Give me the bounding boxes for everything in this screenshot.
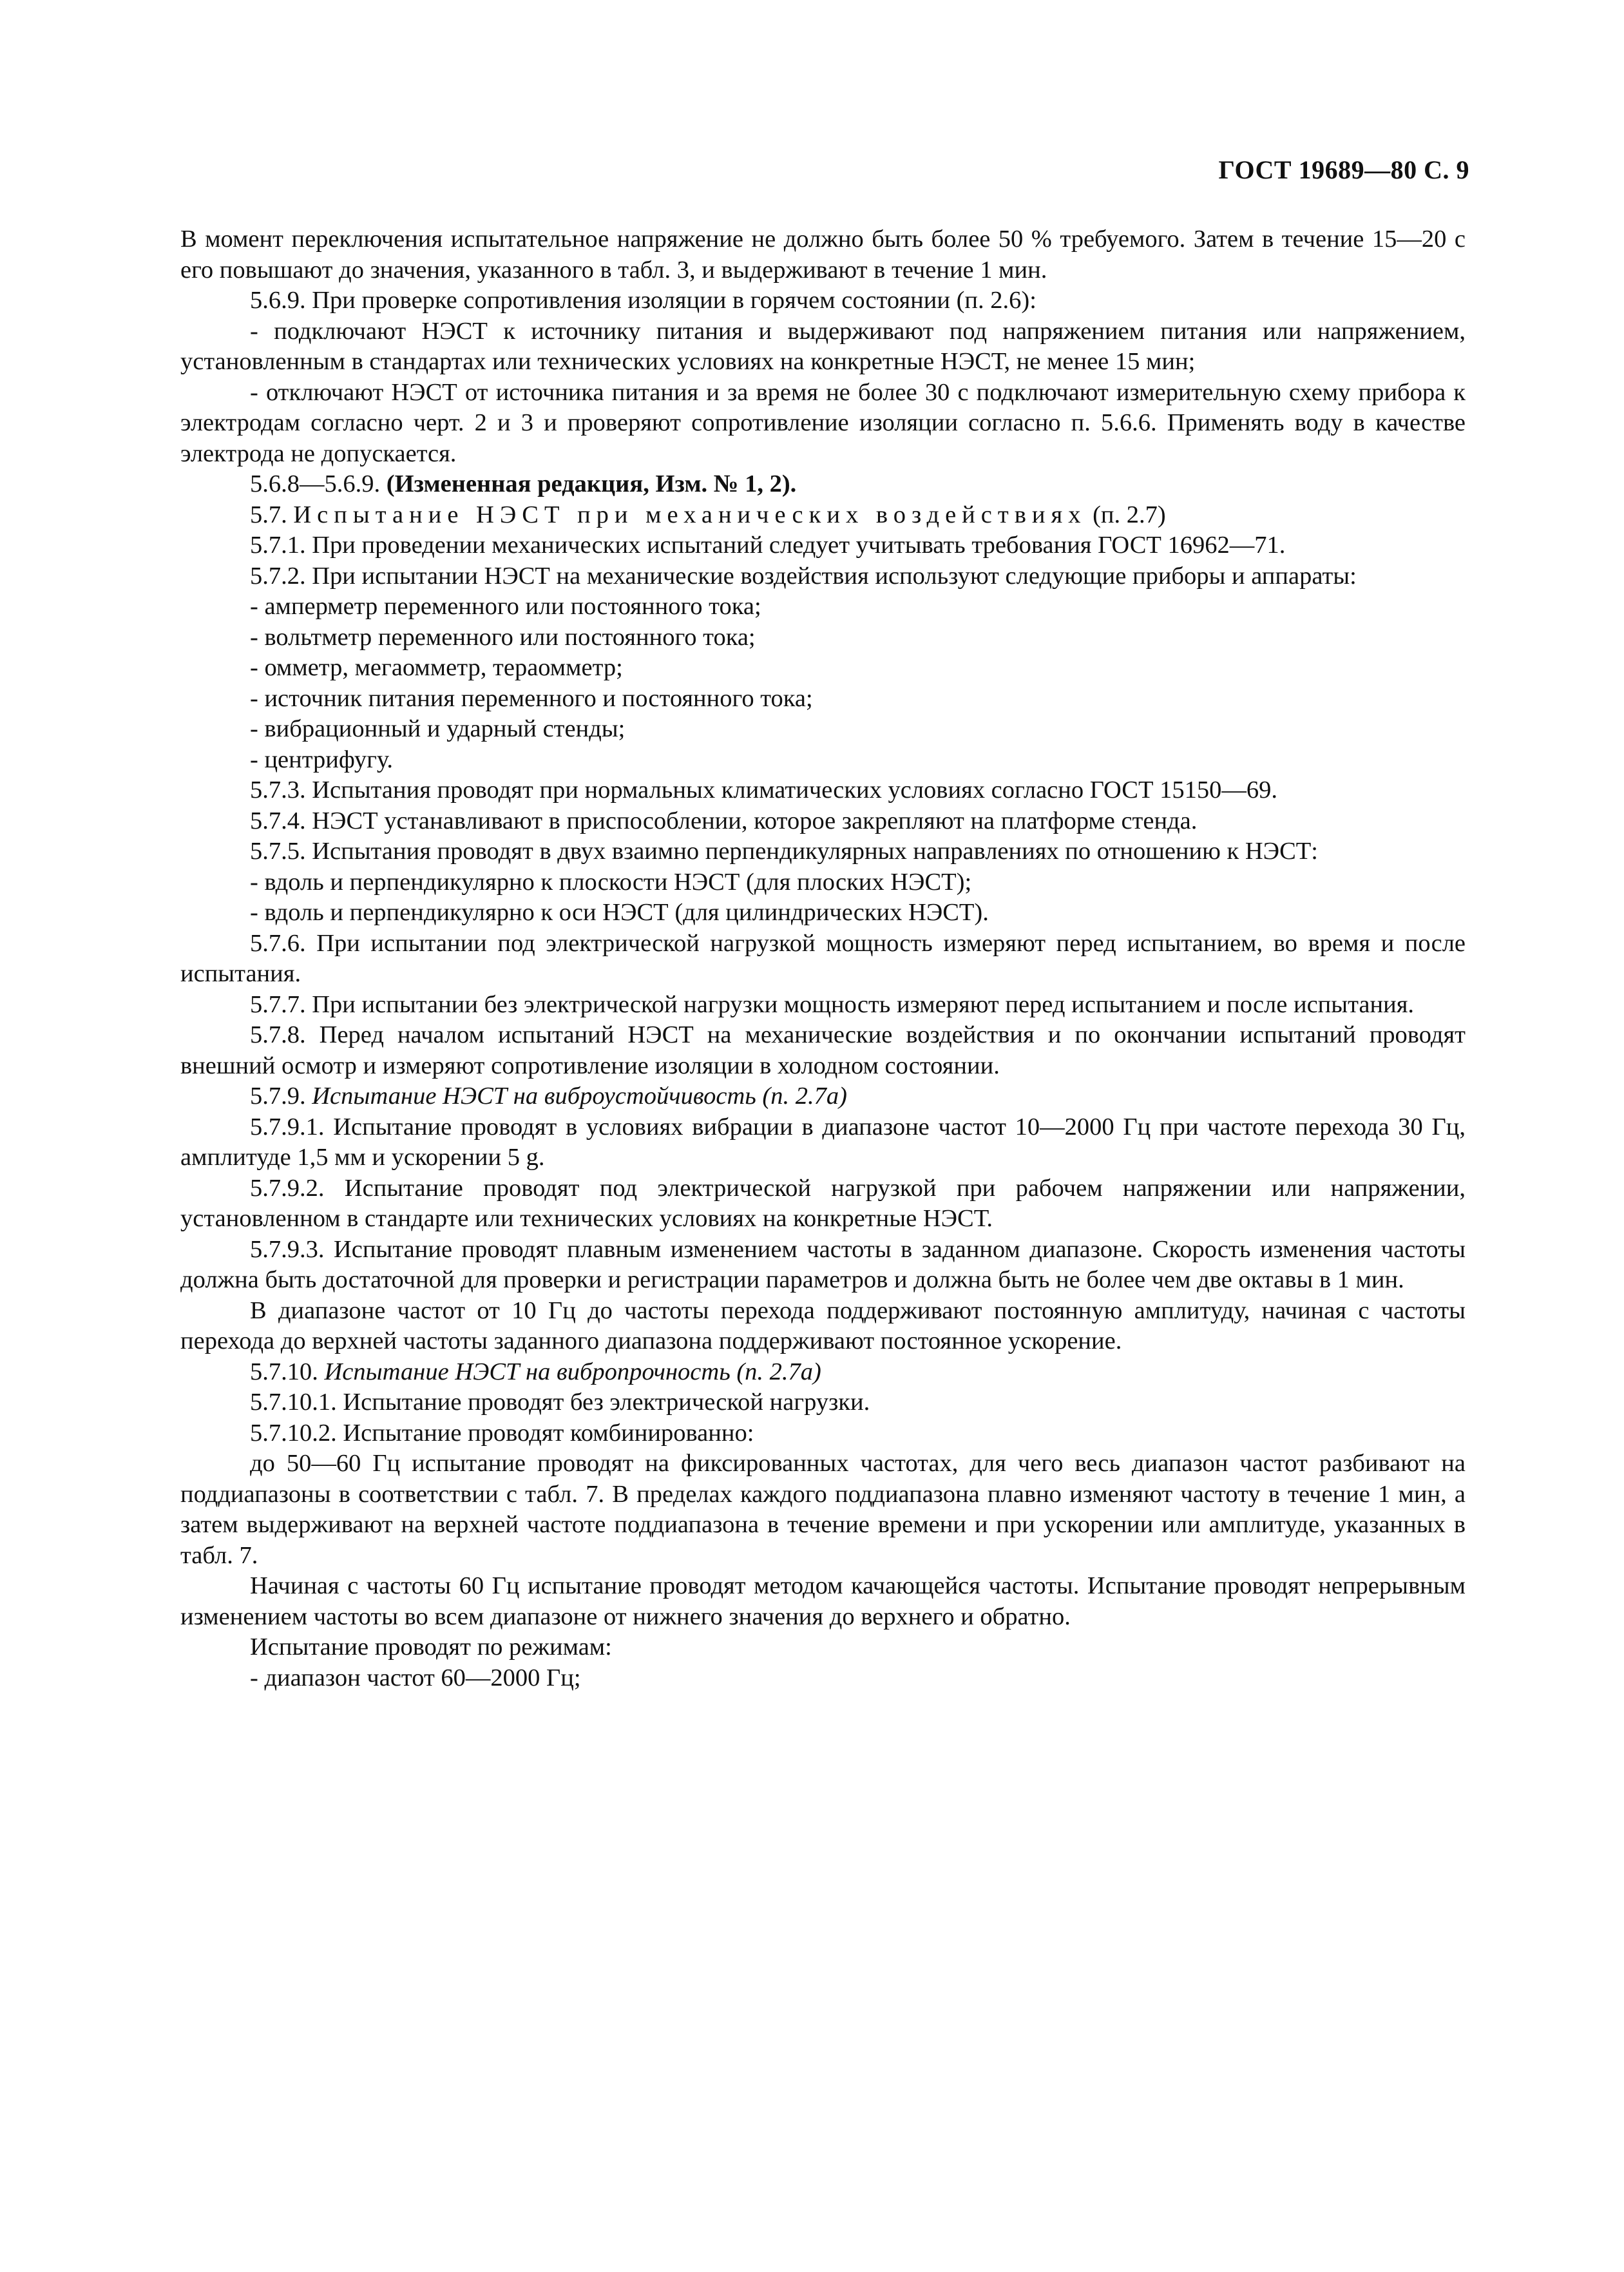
list-item: - центрифугу. <box>250 746 393 773</box>
amendment-note <box>180 469 1466 500</box>
paragraph: 5.6.9. При проверке сопротивления изоляции в горячем состоянии (п. 2.6): <box>250 287 1036 314</box>
clause-number: 5.7.9. <box>250 1083 312 1110</box>
list-item: - вдоль и перпендикулярно к оси НЭСТ (для цилиндрических НЭСТ). <box>250 899 989 926</box>
list-item: - вдоль и перпендикулярно к плоскости НЭСТ (для плоских НЭСТ); <box>250 868 972 896</box>
list-item: - вибрационный и ударный стенды; <box>250 715 626 742</box>
paragraph: Начиная с частоты 60 Гц испытание проводят методом качающейся частоты. Испытание проводят непрерывным изменением частоты во всем диапазоне от нижнего значения до верхнего и обратно. <box>180 1572 1466 1630</box>
paragraph: до 50—60 Гц испытание проводят на фиксированных частотах, для чего весь диапазон частот разбивают на поддиапазоны в соответствии с табл. 7. В пределах каждого поддиапазона плавно изменяют частоту в течение 1 мин, а затем выдерживают на верхней частоте поддиапазона в течение времени и при ускорении или амплитуде, указанных в табл. 7. <box>180 1450 1466 1569</box>
paragraph: 5.7.10.2. Испытание проводят комбинированно: <box>250 1419 754 1447</box>
paragraph: 5.7.7. При испытании без электрической нагрузки мощность измеряют перед испытанием и после испытания. <box>250 990 1415 1018</box>
subsection-heading-text: Испытание НЭСТ на вибропрочность (п. 2.7а) <box>324 1358 821 1385</box>
list-item: - вольтметр переменного или постоянного тока; <box>250 623 756 651</box>
amendment-text: (Измененная редакция, Изм. № 1, 2). <box>386 470 797 497</box>
paragraph: 5.7.3. Испытания проводят при нормальных климатических условиях согласно ГОСТ 15150—69. <box>250 776 1277 804</box>
section-reference: (п. 2.7) <box>1086 501 1166 528</box>
section-heading-text: Испытание НЭСТ при механических воздействиях <box>293 501 1087 528</box>
paragraph: 5.7.9.3. Испытание проводят плавным изменением частоты в заданном диапазоне. Скорость изменения частоты должна быть достаточной для проверки и регистрации параметров и должна быть не более чем две октавы в 1 мин. <box>180 1235 1466 1293</box>
list-item: - амперметр переменного или постоянного тока; <box>250 593 761 620</box>
clause-number: 5.7.10. <box>250 1358 325 1385</box>
paragraph: В диапазоне частот от 10 Гц до частоты перехода поддерживают постоянную амплитуду, начиная с частоты перехода до верхней частоты заданного диапазона поддерживают постоянное ускорение. <box>180 1296 1466 1354</box>
paragraph: 5.7.9.1. Испытание проводят в условиях вибрации в диапазоне частот 10—2000 Гц при частоте перехода 30 Гц, амплитуде 1,5 мм и ускорении 5 g. <box>180 1113 1466 1171</box>
paragraph: Испытание проводят по режимам: <box>250 1633 612 1661</box>
paragraph: 5.7.6. При испытании под электрической нагрузкой мощность измеряют перед испытанием, во время и после испытания. <box>180 929 1466 987</box>
list-item: - отключают НЭСТ от источника питания и за время не более 30 с подключают измерительную схему прибора к электродам согласно черт. 2 и 3 и проверяют сопротивление изоляции согласно п. 5.6.6. Применять воду в качестве электрода не допускается. <box>180 378 1466 467</box>
paragraph: 5.7.10.1. Испытание проводят без электрической нагрузки. <box>250 1389 870 1416</box>
paragraph: 5.7.9.2. Испытание проводят под электрической нагрузкой при рабочем напряжении или напряжении, установленном в стандарте или технических условиях на конкретные НЭСТ. <box>180 1174 1466 1232</box>
subsection-heading <box>180 1081 1466 1112</box>
list-item: - источник питания переменного и постоянного тока; <box>250 684 813 712</box>
paragraph: 5.7.2. При испытании НЭСТ на механические воздействия используют следующие приборы и аппараты: <box>250 562 1357 590</box>
clause-number: 5.7. <box>250 501 294 528</box>
list-item: - подключают НЭСТ к источнику питания и выдерживают под напряжением питания или напряжением, установленным в стандартах или технических условиях на конкретные НЭСТ, не менее 15 мин; <box>180 317 1466 375</box>
paragraph: 5.7.8. Перед началом испытаний НЭСТ на механические воздействия и по окончании испытаний проводят внешний осмотр и измеряют сопротивление изоляции в холодном состоянии. <box>180 1021 1466 1079</box>
paragraph: 5.7.4. НЭСТ устанавливают в приспособлении, которое закрепляют на платформе стенда. <box>250 807 1198 834</box>
paragraph: В момент переключения испытательное напряжение не должно быть более 50 % требуемого. Затем в течение 15—20 с его повышают до значения, указанного в табл. 3, и выдерживают в течение 1 мин. <box>180 226 1466 284</box>
subsection-heading-text: Испытание НЭСТ на виброустойчивость (п. 2.7а) <box>312 1083 847 1110</box>
list-item: - омметр, мегаомметр, тераомметр; <box>250 654 623 681</box>
subsection-heading <box>180 1357 1466 1388</box>
clause-number: 5.6.8—5.6.9. <box>250 470 387 497</box>
list-item: - диапазон частот 60—2000 Гц; <box>250 1664 581 1691</box>
page-header: ГОСТ 19689—80 С. 9 <box>1218 155 1469 184</box>
document-body <box>180 224 1466 1693</box>
paragraph: 5.7.5. Испытания проводят в двух взаимно перпендикулярных направлениях по отношению к НЭСТ: <box>250 838 1318 865</box>
section-heading <box>180 500 1466 531</box>
paragraph: 5.7.1. При проведении механических испытаний следует учитывать требования ГОСТ 16962—71. <box>250 532 1286 559</box>
